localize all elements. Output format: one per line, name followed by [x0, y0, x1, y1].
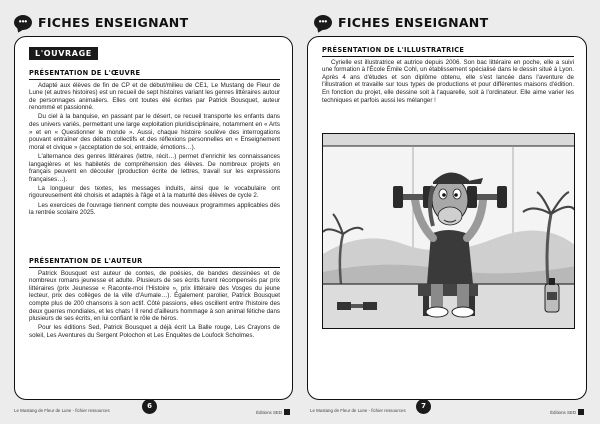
- oeuvre-section: [29, 70, 280, 218]
- auteur-paragraph-2: Pour les éditions Sed, Patrick Bousquet a déjà écrit La Balle rouge, Les Crayons de soleil, Les Aventures du Sergent Polochon et Les Enquêtes de Loufock Scholmes.: [29, 324, 280, 339]
- speech-bubble-icon: •••: [314, 15, 332, 30]
- publisher-name: Éditions SED: [550, 409, 576, 415]
- illustratrice-title: PRÉSENTATION DE L'ILLUSTRATRICE: [322, 47, 574, 57]
- illustration-svg: [323, 134, 575, 329]
- auteur-paragraph-1: Patrick Bousquet est auteur de contes, de poésies, de bandes dessinées et de nombreux romans jeunesse et adulte. Plusieurs de ses écrits furent récompensés par prix littéraires (prix Jeunesse « Raconte-moi l'Histoire », prix littéraire des Vosges du jeune lecteur, prix des collèges de la ville d'Aumale…). Également parolier, Patrick Bousquet compte plus de 200 chansons à son actif. Côté passions, elles oscillent entre l'histoire des deux guerres mondiales, et les chats ! Il rend d'ailleurs hommage à son animal fétiche dans plusieurs de ses écrits, en lui confiant le rôle de héros.: [29, 269, 280, 323]
- footer-book-title: Le Mustang de Fleur de Lune - fichier ressources: [310, 408, 406, 413]
- oeuvre-paragraph-5: Les exercices de l'ouvrage tiennent compte des nouveaux programmes applicables dès la rentrée scolaire 2025.: [29, 201, 280, 217]
- footer-publisher: [256, 409, 290, 415]
- oeuvre-paragraph-2: Du ciel à la banquise, en passant par le désert, ce recueil transporte les enfants dans des univers variés, permettant une large exploitation pluridisciplinaire, notamment en « Arts » et en « Questionner le monde ». Aussi, chaque histoire soulève des interrogations pouvant entraîner des débats collectifs et des réflexions personnelles en « Enseignement moral et civique » (acceptation de soi, entraide, émotions…).: [29, 113, 280, 151]
- auteur-title: PRÉSENTATION DE L'AUTEUR: [29, 258, 280, 268]
- publisher-logo-icon: [284, 409, 290, 415]
- oeuvre-paragraph-3: L'alternance des genres littéraires (lettre, récit…) permet d'enrichir les connaissances langagières et les habiletés de compréhension des élèves. De nombreux projets en français peuvent en découler (production écrite de lettres, travail sur les expressions françaises…).: [29, 152, 280, 183]
- illustration-horse-weightlifting: [322, 133, 575, 329]
- oeuvre-title: PRÉSENTATION DE L'ŒUVRE: [29, 70, 280, 80]
- left-header: [14, 12, 188, 32]
- right-page: [300, 0, 600, 424]
- right-content-card: [307, 36, 587, 400]
- illustratrice-section: [322, 47, 574, 106]
- page-number: 7: [416, 399, 431, 414]
- publisher-name: Éditions SED: [256, 409, 282, 415]
- publisher-logo-icon: [578, 409, 584, 415]
- oeuvre-paragraph-1: Adapté aux élèves de fin de CP et de début/milieu de CE1, Le Mustang de Fleur de Lune (et autres histoires) est un recueil de sept histoires variant les genres littéraires autour de personnages animaliers. Elles ont toutes été écrites par Patrick Bousquet, auteur renommé et passionné.: [29, 81, 280, 112]
- auteur-section: [29, 258, 280, 341]
- right-header: [314, 12, 488, 32]
- page-number: 6: [142, 399, 157, 414]
- speech-bubble-icon: •••: [14, 15, 32, 30]
- footer-publisher: [550, 409, 584, 415]
- left-content-card: [14, 36, 293, 400]
- page-title: FICHES ENSEIGNANT: [38, 14, 189, 30]
- page-title: FICHES ENSEIGNANT: [338, 14, 489, 30]
- section-tag-ouvrage: L'OUVRAGE: [29, 47, 98, 60]
- oeuvre-paragraph-4: La longueur des textes, les messages induits, ainsi que le vocabulaire ont rigoureusement été choisis et adaptés à l'âge et à la maturité des élèves de cycle 2.: [29, 184, 280, 200]
- illustratrice-paragraph: Cyrielle est illustratrice et autrice depuis 2006. Son bac littéraire en poche, elle a suivi une formation à l'École Émile Cohl, un établissement spécialisé dans le dessin situé à Lyon. Après 4 ans d'études et son diplôme obtenu, elle s'est lancée dans l'aventure de l'illustration et travaille sur tous types de productions et pour différentes maisons d'édition. En fonction du projet, elle dessine soit à l'aquarelle, soit à l'ordinateur. Elle aime varier les techniques et parfois aussi les mélanger !: [322, 58, 574, 104]
- footer-book-title: Le Mustang de Fleur de Lune - fichier ressources: [14, 408, 110, 413]
